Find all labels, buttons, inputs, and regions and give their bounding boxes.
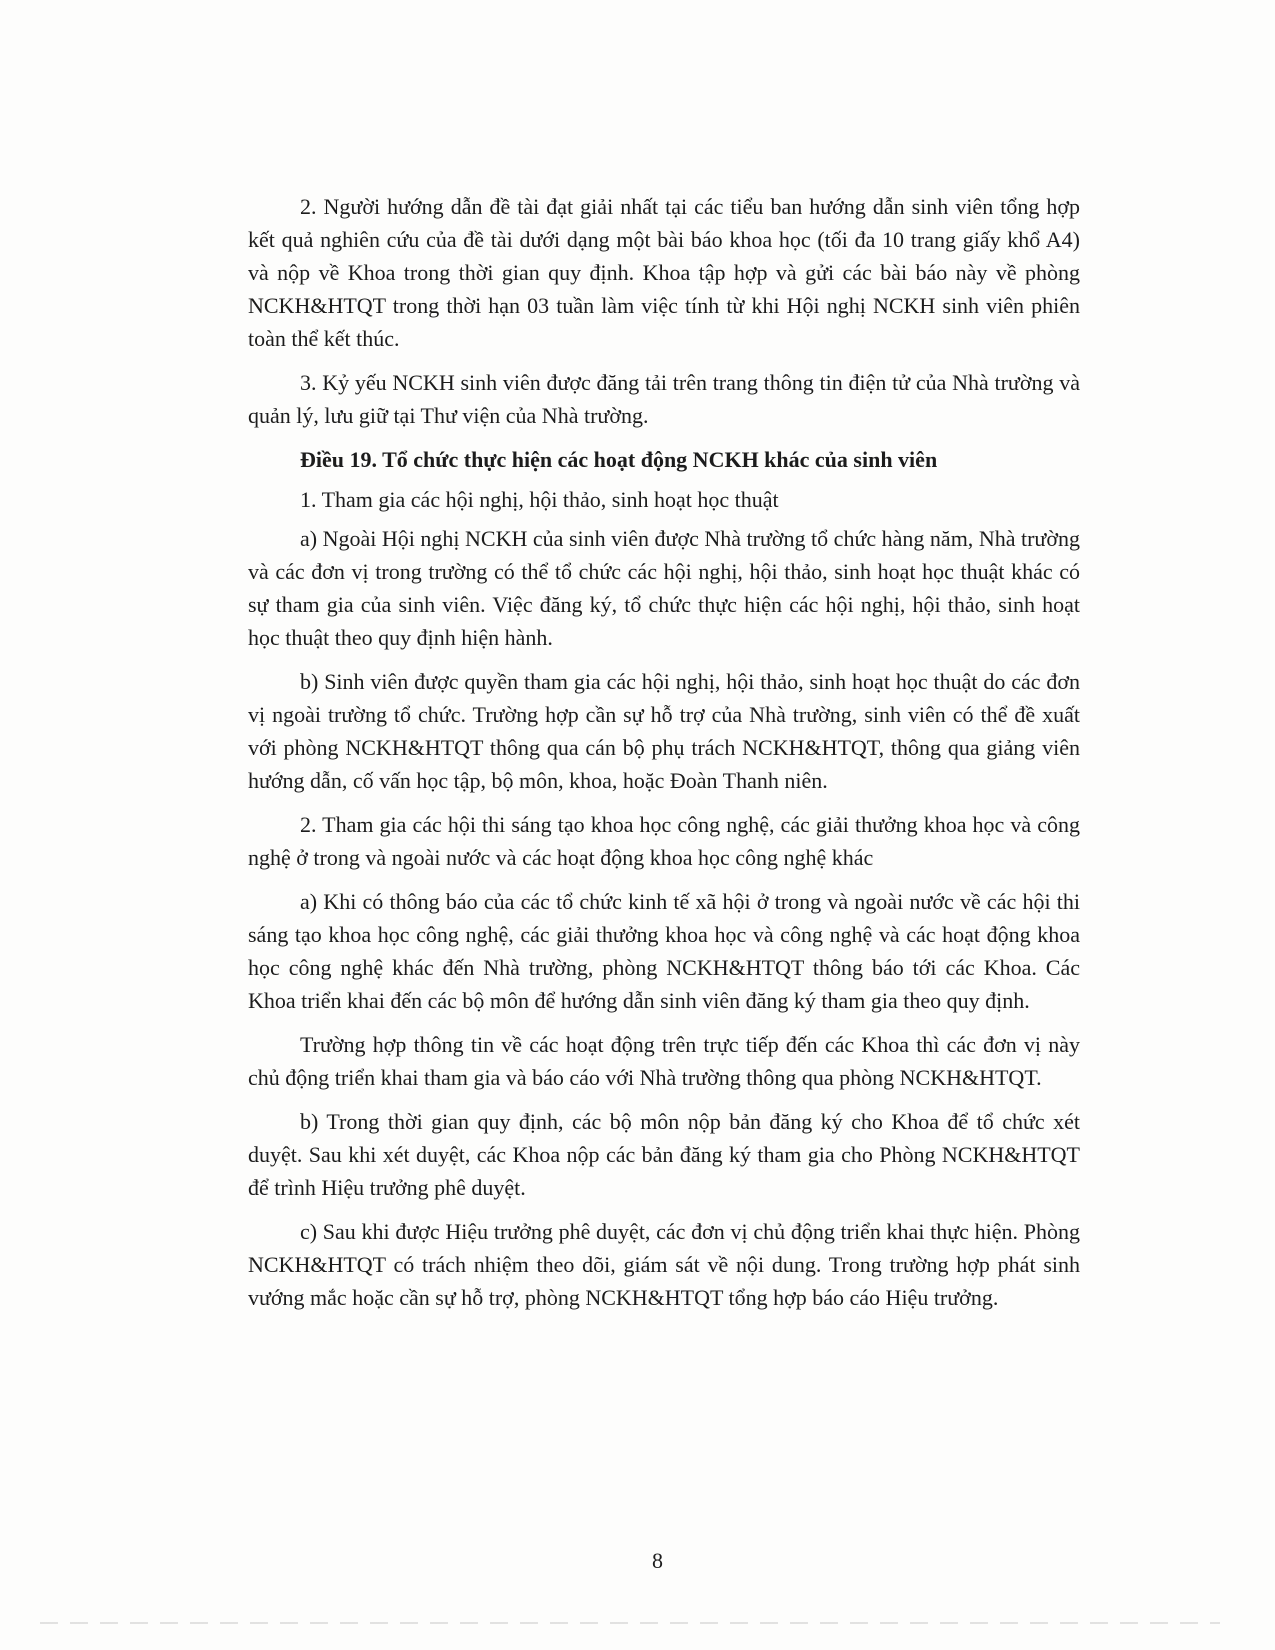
paragraph-2a: a) Khi có thông báo của các tổ chức kinh tế xã hội ở trong và ngoài nước về các hội thi sáng tạo khoa học công nghệ, các giải thưởng khoa học và công nghệ và các hoạt động khoa học công nghệ khác đến Nhà trường, phòng NCKH&HTQT thông báo tới các Khoa. Các Khoa triển khai đến các bộ môn để hướng dẫn sinh viên đăng ký tham gia theo quy định. [248, 889, 1080, 1013]
page-number: 8 [652, 1548, 663, 1573]
article-19-heading: Điều 19. Tổ chức thực hiện các hoạt động NCKH khác của sinh viên [300, 447, 938, 472]
paragraph-2-article-result: 2. Người hướng dẫn đề tài đạt giải nhất tại các tiểu ban hướng dẫn sinh viên tổng hợp kết quả nghiên cứu của đề tài dưới dạng một bài báo khoa học (tối đa 10 trang giấy khổ A4) và nộp về Khoa trong thời gian quy định. Khoa tập hợp và gửi các bài báo này về phòng NCKH&HTQT trong thời hạn 03 tuần làm việc tính từ khi Hội nghị NCKH sinh viên phiên toàn thể kết thúc. [248, 194, 1080, 351]
paragraph-2b: b) Trong thời gian quy định, các bộ môn nộp bản đăng ký cho Khoa để tổ chức xét duyệt. Sau khi xét duyệt, các Khoa nộp các bản đăng ký tham gia cho Phòng NCKH&HTQT để trình Hiệu trưởng phê duyệt. [248, 1109, 1080, 1200]
paragraph-2a-continued: Trường hợp thông tin về các hoạt động trên trực tiếp đến các Khoa thì các đơn vị này chủ động triển khai tham gia và báo cáo với Nhà trường thông qua phòng NCKH&HTQT. [248, 1032, 1080, 1090]
paragraph-1b: b) Sinh viên được quyền tham gia các hội nghị, hội thảo, sinh hoạt học thuật do các đơn vị ngoài trường tổ chức. Trường hợp cần sự hỗ trợ của Nhà trường, sinh viên có thể đề xuất với phòng NCKH&HTQT thông qua cán bộ phụ trách NCKH&HTQT, thông qua giảng viên hướng dẫn, cố vấn học tập, bộ môn, khoa, hoặc Đoàn Thanh niên. [248, 669, 1080, 793]
paragraph-3-proceedings: 3. Kỷ yếu NCKH sinh viên được đăng tải trên trang thông tin điện tử của Nhà trường và quản lý, lưu giữ tại Thư viện của Nhà trường. [248, 370, 1080, 428]
paragraph-2c: c) Sau khi được Hiệu trưởng phê duyệt, các đơn vị chủ động triển khai thực hiện. Phòng NCKH&HTQT có trách nhiệm theo dõi, giám sát về nội dung. Trong trường hợp phát sinh vướng mắc hoặc cần sự hỗ trợ, phòng NCKH&HTQT tổng hợp báo cáo Hiệu trưởng. [248, 1219, 1080, 1310]
paragraph-1a: a) Ngoài Hội nghị NCKH của sinh viên được Nhà trường tổ chức hàng năm, Nhà trường và các đơn vị trong trường có thể tổ chức các hội nghị, hội thảo, sinh hoạt học thuật khác có sự tham gia của sinh viên. Việc đăng ký, tổ chức thực hiện các hội nghị, hội thảo, sinh hoạt học thuật theo quy định hiện hành. [248, 526, 1080, 650]
scan-artifact-divider [40, 1622, 1220, 1624]
item-2-competitions: 2. Tham gia các hội thi sáng tạo khoa học công nghệ, các giải thưởng khoa học và công nghệ ở trong và ngoài nước và các hoạt động khoa học công nghệ khác [248, 812, 1080, 870]
document-body [248, 190, 1080, 1325]
item-1-conferences: 1. Tham gia các hội nghị, hội thảo, sinh hoạt học thuật [300, 487, 779, 512]
